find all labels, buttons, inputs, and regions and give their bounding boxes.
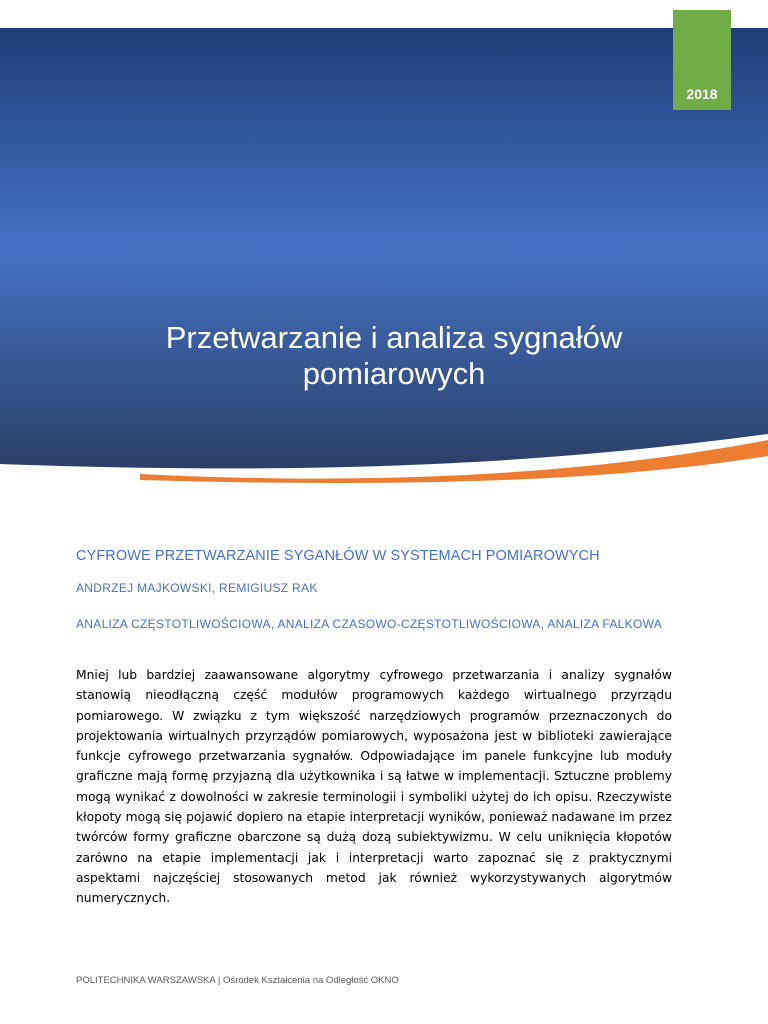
banner-graphic [0, 28, 768, 488]
keywords: ANALIZA CZĘSTOTLIWOŚCIOWA, ANALIZA CZASOWO-CZĘSTOTLIWOŚCIOWA, ANALIZA FALKOWA [76, 617, 663, 631]
abstract-paragraph: Mniej lub bardziej zaawansowane algorytmy cyfrowego przetwarzania i analizy sygnałów stanowią nieodłączną część modułów programowych każdego wirtualnego przyrządu pomiarowego. W związku z tym większość narzędziowych programów przeznaczonych do projektowania wirtualnych przyrządów pomiarowych, wyposażona jest w biblioteki zawierające funkcje cyfrowego przetwarzania sygnałów. Odpowiadające im panele funkcyjne lub moduły graficzne mają formę przyjazną dla użytkownika i są łatwe w implementacji. Sztuczne problemy mogą wynikać z dowolności w zakresie terminologii i symboliki użytej do ich opisu. Rzeczywiste kłopoty mogą się pojawić dopiero na etapie interpretacji wyników, ponieważ nadawane im przez twórców formy graficzne obarczone są dużą dozą subiektywizmu. W celu uniknięcia kłopotów zarówno na etapie implementacji jak i interpretacji warto zapoznać się z praktycznymi aspektami najczęściej stosowanych metod jak również wykorzystywanych algorytmów numerycznych. [76, 668, 672, 906]
authors: ANDRZEJ MAJKOWSKI, REMIGIUSZ RAK [76, 581, 318, 595]
year-badge [673, 10, 731, 110]
footer-separator: | [217, 975, 221, 986]
page-footer [76, 975, 399, 986]
cover-banner [0, 28, 768, 488]
footer-center: Ośrodek Kształcenia na Odległość OKNO [222, 975, 399, 986]
document-title: Przetwarzanie i analiza sygnałów pomiarowych [165, 320, 623, 391]
document-subtitle: CYFROWE PRZETWARZANIE SYGANŁÓW W SYSTEMACH POMIAROWYCH [76, 548, 600, 564]
year-text: 2018 [686, 86, 718, 102]
footer-org: POLITECHNIKA WARSZAWSKA [76, 975, 216, 986]
